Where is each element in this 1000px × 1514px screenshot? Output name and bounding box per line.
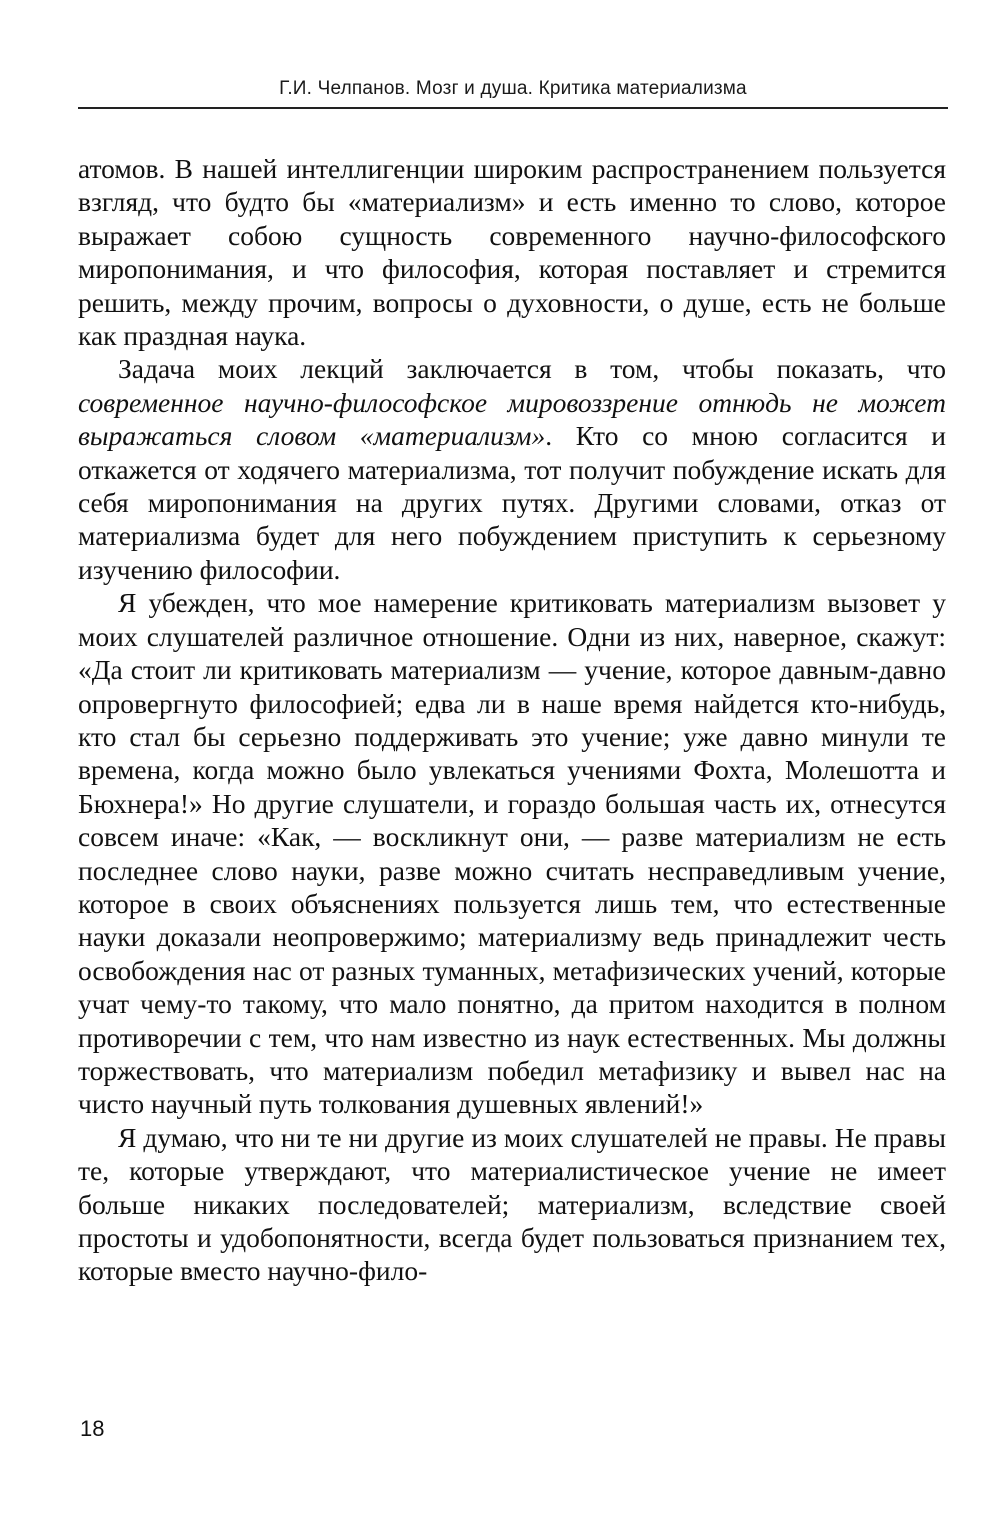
paragraph-lecture-goal-emphasis: современное научно-философское мировоззрение отнюдь не может выражаться словом «материализм»: [78, 386, 946, 452]
paragraph-continuation: атомов. В нашей интеллигенции широким распространением пользуется взгляд, что будто бы «материализм» и есть именно то слово, которое выражает собою сущность современного научно-философского миропонимания, и что философия, которая поставляет и стремится решить, между прочим, вопросы о духовности, о душе, есть не больше как праздная наука.: [78, 153, 946, 352]
header-divider: [78, 107, 948, 109]
running-header-title: Г.И. Челпанов. Мозг и душа. Критика материализма: [279, 78, 747, 99]
paragraph-lecture-goal-start: Задача моих лекций заключается в том, чтобы показать, что: [118, 353, 946, 385]
paragraph-listener-reactions: Я убежден, что мое намерение критиковать материализм вызовет у моих слушателей различное отношение. Одни из них, наверное, скажут: «Да стоит ли критиковать материализм — учение, которое давным-давно опровергнуто философией; едва ли в наше время найдется кто-нибудь, кто стал бы серьезно поддерживать это учение; уже давно минули те времена, когда можно было увлекаться учениями Фохта, Молешотта и Бюхнера!» Но другие слушатели, и гораздо большая часть их, отнесутся совсем иначе: «Как, — воскликнут они, — разве материализм не есть последнее слово науки, разве можно считать несправедливым учение, которое в своих объяснениях пользуется лишь тем, что естественные науки доказали неопровержимо; материализму ведь принадлежит честь освобождения нас от разных туманных, метафизических учений, которые учат чему-то такому, что мало понятно, да притом находится в полном противоречии с тем, что нам известно из наук естественных. Мы должны торжествовать, что материализм победил метафизику и вывел нас на чисто научный путь толкования душевных явлений!»: [78, 587, 946, 1120]
paragraph-lecture-goal: [78, 352, 946, 586]
paragraph-author-opinion: Я думаю, что ни те ни другие из моих слушателей не правы. Не правы те, которые утверждают, что материалистическое учение не имеет больше никаких последователей; материализм, вследствие своей простоты и удобопонятности, всегда будет пользоваться признанием тех, которые вместо научно-фило-: [78, 1121, 946, 1287]
page-number: 18: [80, 1416, 105, 1441]
page-body: [78, 152, 946, 1288]
paragraph-lecture-goal-end: . Кто со мною согласится и откажется от ходячего материализма, тот получит побуждение искать для себя миропонимания на других путях. Другими словами, отказ от материализма будет для него побуждением приступить к серьезному изучению философии.: [78, 420, 946, 585]
